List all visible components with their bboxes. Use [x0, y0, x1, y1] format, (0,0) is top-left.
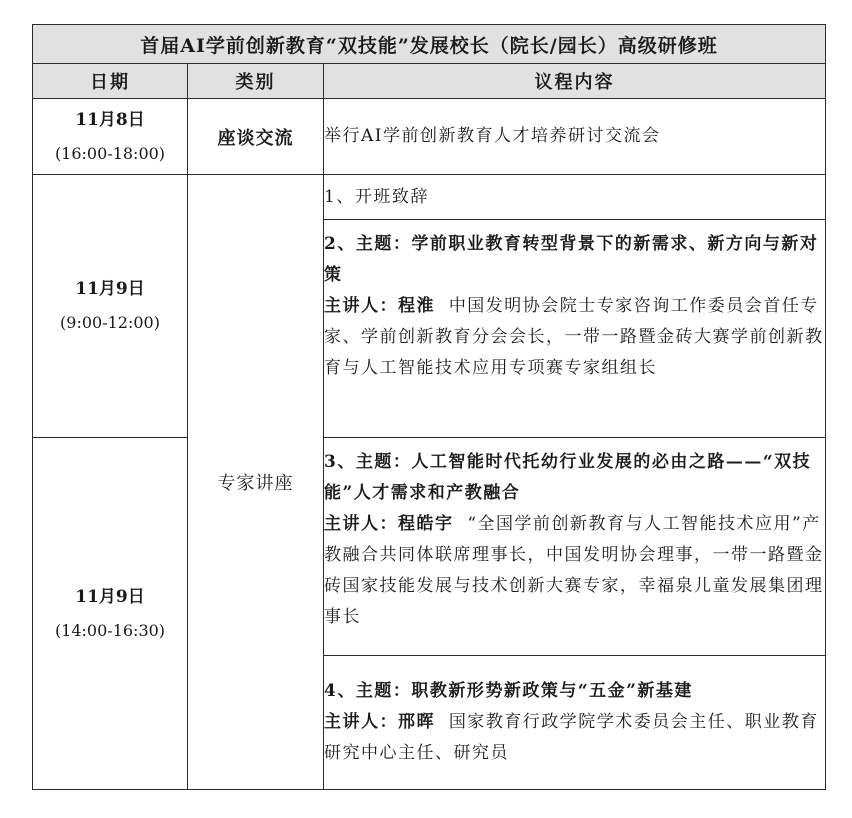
header-date: 日期 [33, 64, 188, 99]
agenda-topic: 4、主题：职教新形势新政策与“五金”新基建 [324, 681, 693, 701]
session-date: 11月9日 [75, 586, 145, 607]
speaker-bio: 国家教育行政学院学术委员会主任、职业教育研究中心主任、研究员 [324, 712, 819, 763]
content-cell [324, 656, 826, 790]
table-title: 首届AI学前创新教育“双技能”发展校长（院长/园长）高级研修班 [33, 25, 826, 64]
header-category: 类别 [188, 64, 324, 99]
session-date-cell [33, 175, 188, 438]
content-cell [324, 99, 826, 175]
header-row [33, 64, 826, 99]
agenda-topic: 2、主题：学前职业教育转型背景下的新需求、新方向与新对策 [324, 234, 819, 285]
category-cell-expert: 专家讲座 [188, 175, 324, 790]
agenda-row-item-3 [33, 438, 826, 656]
content-cell [324, 438, 826, 656]
session-row-1 [33, 99, 826, 175]
speaker-label: 主讲人： [324, 296, 398, 316]
speaker-label: 主讲人： [324, 514, 398, 534]
content-cell [324, 175, 826, 220]
category-cell: 座谈交流 [188, 99, 324, 175]
session-time: (9:00-12:00) [60, 313, 160, 332]
speaker-name: 程淮 [398, 296, 435, 316]
title-row [33, 25, 826, 64]
session-content: 举行AI学前创新教育人才培养研讨交流会 [324, 126, 661, 146]
header-content: 议程内容 [324, 64, 826, 99]
session-time: (16:00-18:00) [54, 143, 166, 163]
speaker-name: 程皓宇 [398, 514, 454, 534]
session-date-cell [33, 438, 188, 790]
speaker-bio: 中国发明协会院士专家咨询工作委员会首任专家、学前创新教育分会会长，一带一路暨金砖大赛学前创新教育与人工智能技术应用专项赛专家组组长 [324, 296, 824, 378]
session-date: 11月9日 [75, 279, 145, 299]
speaker-name: 邢晖 [398, 712, 435, 732]
speaker-line [324, 291, 825, 384]
speaker-line [324, 509, 825, 633]
speaker-bio: “全国学前创新教育与人工智能技术应用”产教融合共同体联席理事长，中国发明协会理事，一带一路暨金砖国家技能发展与技术创新大赛专家，幸福泉儿童发展集团理事长 [324, 514, 824, 627]
speaker-line [324, 707, 825, 769]
session-time: (14:00-16:30) [54, 620, 166, 640]
agenda-row-item-1 [33, 175, 826, 220]
session-date: 11月8日 [75, 109, 145, 130]
speaker-label: 主讲人： [324, 712, 398, 732]
content-cell [324, 220, 826, 438]
agenda-table [32, 24, 826, 790]
session-date-cell [33, 99, 188, 175]
agenda-topic: 3、主题：人工智能时代托幼行业发展的必由之路——“双技能”人才需求和产教融合 [324, 452, 812, 503]
agenda-item-text: 1、开班致辞 [324, 186, 429, 207]
